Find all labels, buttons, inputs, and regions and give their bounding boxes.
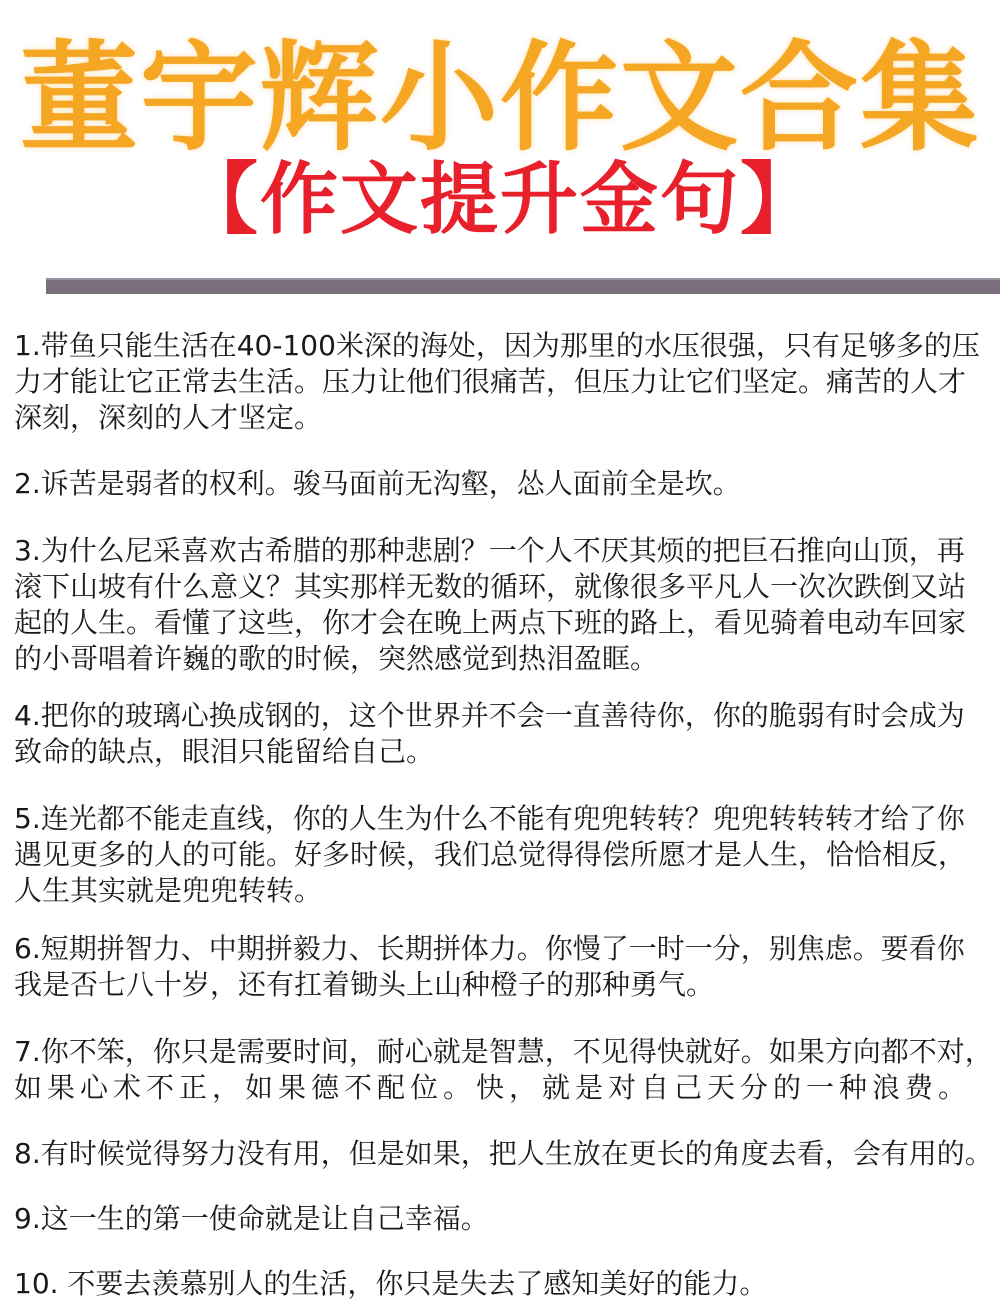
page-subtitle: 【作文提升金句】 xyxy=(179,155,820,245)
page-title: 董宇辉小作文合集 xyxy=(19,29,980,167)
quote-7 xyxy=(14,1034,993,1106)
quote-5: 5.连光都不能走直线，你的人生为什么不能有兜兜转转？兜兜转转转才给了你 遇见更多的人的可能。好多时候，我们总觉得得偿所愿才是人生，恰恰相反， 人生其实就是兜兜转转。 xyxy=(14,802,967,907)
quote-8: 8.有时候觉得努力没有用，但是如果，把人生放在更长的角度去看，会有用的。 xyxy=(14,1137,993,1170)
quote-10: 10. 不要去羡慕别人的生活，你只是失去了感知美好的能力。 xyxy=(14,1267,768,1300)
quote-6: 6.短期拼智力、中期拼毅力、长期拼体力。你慢了一时一分，别焦虑。要看你 我是否七八十岁，还有扛着锄头上山种橙子的那种勇气。 xyxy=(14,932,965,1001)
quote-3: 3.为什么尼采喜欢古希腊的那种悲剧？一个人不厌其烦的把巨石推向山顶，再 滚下山坡有什么意义？其实那样无数的循环，就像很多平凡人一次次跌倒又站 起的人生。看懂了这些，你才会在晚上两点下班的路上，看见骑着电动车回家 的小哥唱着许巍的歌的时候，突然感觉到热泪盈眶。 xyxy=(14,534,967,675)
quote-7-line-2: 如果心术不正，如果德不配位。快，就是对自己天分的一种浪费。 xyxy=(14,1071,972,1104)
quote-1: 1.带鱼只能生活在40-100米深的海处，因为那里的水压很强，只有足够多的压 力才能让它正常去生活。压力让他们很痛苦，但压力让它们坚定。痛苦的人才 深刻，深刻的人才坚定。 xyxy=(14,329,980,434)
quote-7-line-1: 7.你不笨，你只是需要时间，耐心就是智慧，不见得快就好。如果方向都不对， xyxy=(14,1035,993,1068)
header-divider xyxy=(46,278,1000,294)
quote-2: 2.诉苦是弱者的权利。骏马面前无沟壑，怂人面前全是坎。 xyxy=(14,467,741,500)
quote-4: 4.把你的玻璃心换成钢的，这个世界并不会一直善待你，你的脆弱有时会成为 致命的缺点，眼泪只能留给自己。 xyxy=(14,699,965,768)
quote-9: 9.这一生的第一使命就是让自己幸福。 xyxy=(14,1202,489,1235)
